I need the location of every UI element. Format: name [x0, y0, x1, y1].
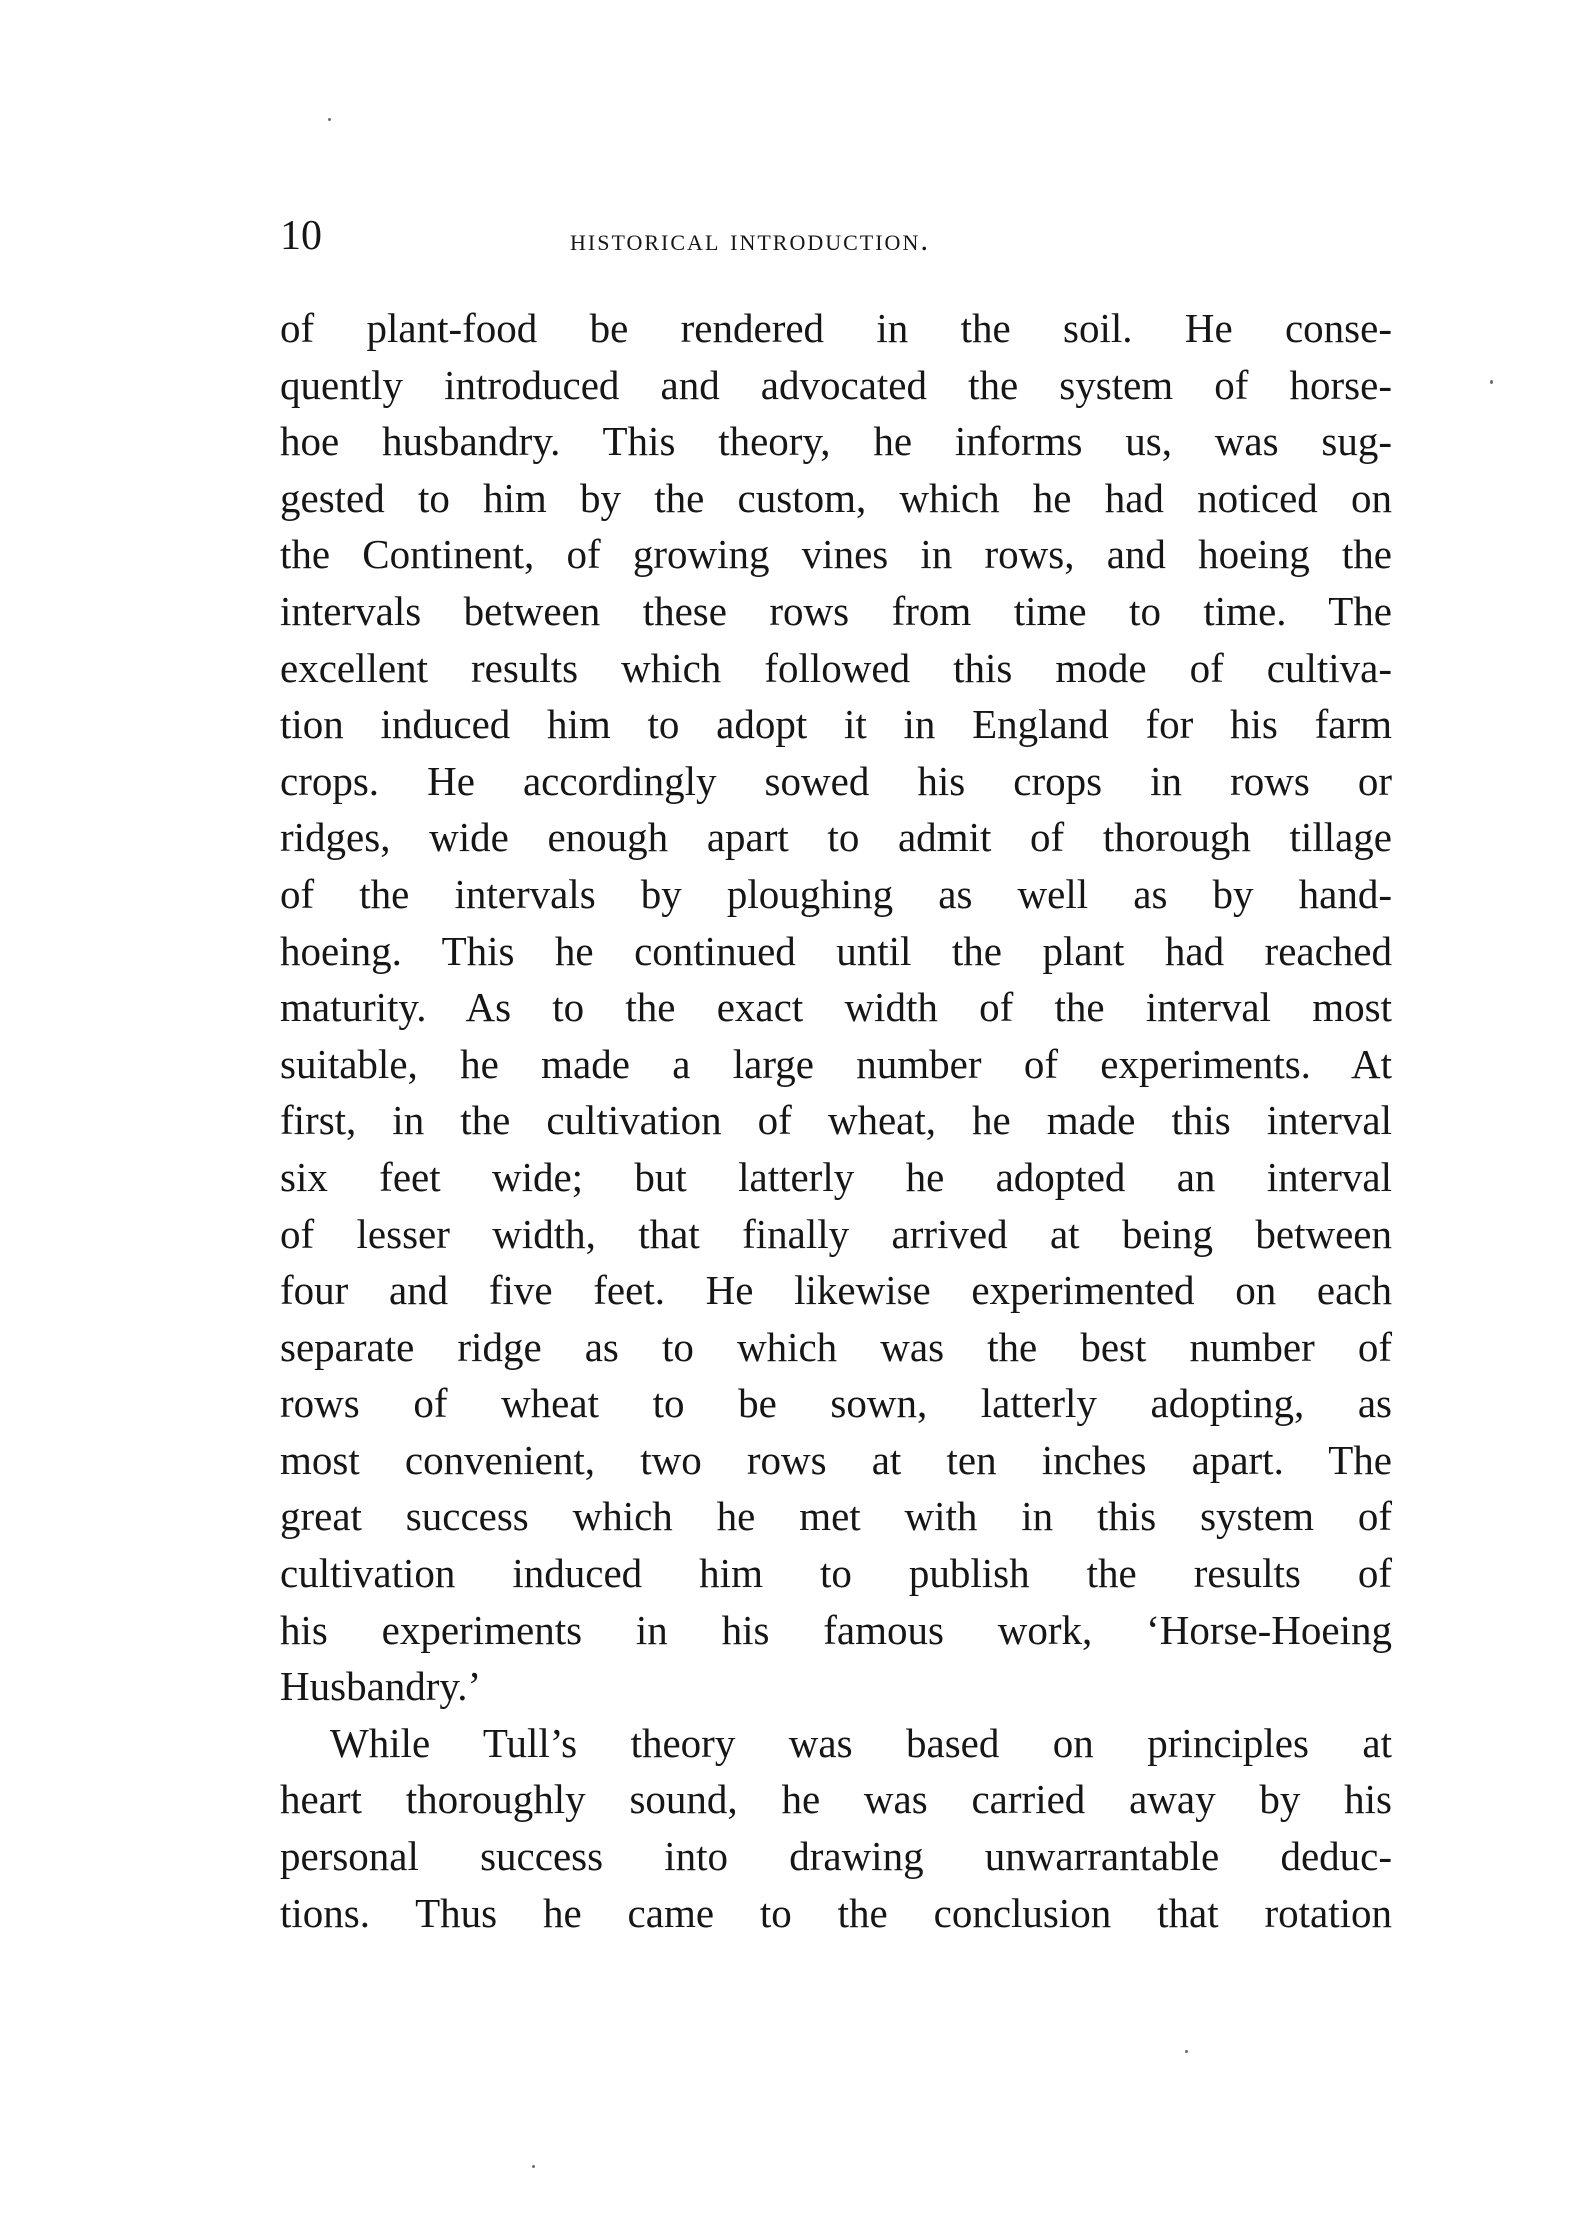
text-line: four and five feet. He likewise experimented on each — [280, 1267, 1392, 1314]
text-line: excellent results which followed this mode of cultiva- — [280, 644, 1392, 691]
print-speck — [532, 2165, 535, 2168]
page-heading: historical introduction. — [570, 222, 931, 257]
page-number: 10 — [280, 213, 322, 259]
text-line: suitable, he made a large number of experiments. At — [280, 1040, 1392, 1087]
text-line: While Tull’s theory was based on principles at — [330, 1719, 1392, 1766]
text-line: great success which he met with in this system of — [280, 1493, 1392, 1540]
text-line: cultivation induced him to publish the results of — [280, 1550, 1392, 1597]
text-line: the Continent, of growing vines in rows, and hoeing the — [280, 531, 1392, 578]
running-head — [280, 208, 1400, 264]
text-line: hoeing. This he continued until the plant had reached — [280, 927, 1392, 974]
text-line: ridges, wide enough apart to admit of thorough tillage — [280, 814, 1392, 861]
print-speck — [1490, 380, 1493, 384]
text-line: personal success into drawing unwarrantable deduc- — [280, 1833, 1392, 1880]
text-line: rows of wheat to be sown, latterly adopting, as — [280, 1380, 1392, 1427]
print-speck — [328, 118, 331, 121]
text-line: Husbandry.’ — [280, 1663, 482, 1710]
text-line: maturity. As to the exact width of the interval most — [280, 984, 1392, 1031]
text-line: of lesser width, that finally arrived at being between — [280, 1210, 1392, 1257]
text-line: tion induced him to adopt it in England for his farm — [280, 701, 1392, 748]
text-line: separate ridge as to which was the best number of — [280, 1323, 1392, 1370]
text-line: six feet wide; but latterly he adopted an interval — [280, 1153, 1392, 1200]
text-line: quently introduced and advocated the system of horse- — [280, 361, 1392, 408]
text-line: of plant-food be rendered in the soil. He conse- — [280, 305, 1392, 351]
print-speck — [1185, 2050, 1188, 2053]
text-line: his experiments in his famous work, ‘Horse-Hoeing — [280, 1606, 1392, 1653]
text-line: first, in the cultivation of wheat, he made this interval — [280, 1097, 1392, 1144]
text-line: of the intervals by ploughing as well as by hand- — [280, 870, 1392, 917]
text-line: tions. Thus he came to the conclusion that rotation — [280, 1889, 1392, 1936]
text-line: hoe husbandry. This theory, he informs us, was sug- — [280, 418, 1392, 465]
paragraph — [280, 300, 1392, 1715]
text-line: gested to him by the custom, which he had noticed on — [280, 474, 1392, 521]
text-line: most convenient, two rows at ten inches apart. The — [280, 1436, 1392, 1483]
text-line: intervals between these rows from time to time. The — [280, 587, 1392, 634]
body-text — [280, 300, 1392, 1941]
text-line: crops. He accordingly sowed his crops in rows or — [280, 757, 1392, 804]
text-line: heart thoroughly sound, he was carried away by his — [280, 1776, 1392, 1823]
paragraph — [280, 1715, 1392, 1941]
